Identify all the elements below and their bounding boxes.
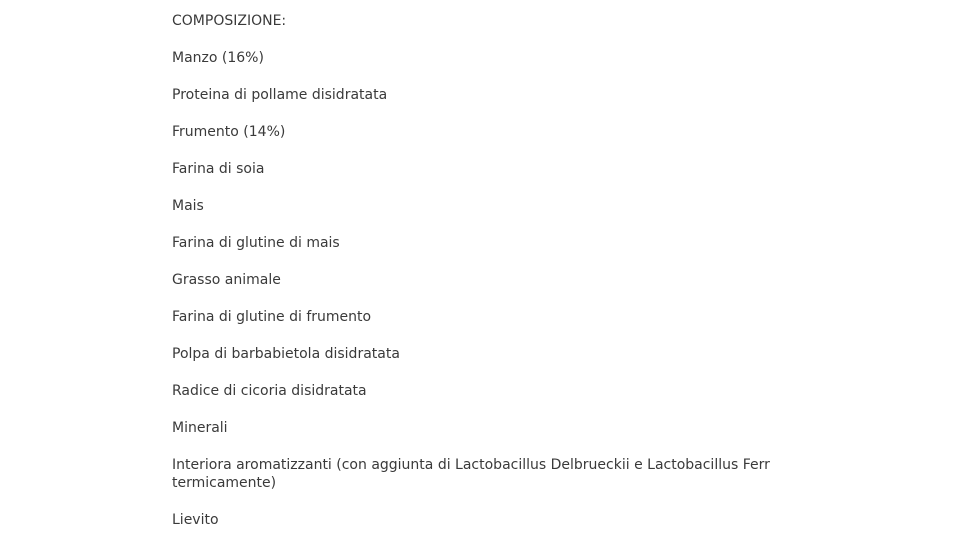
composition-section bbox=[172, 12, 789, 548]
ingredient-item-wrapped bbox=[172, 456, 789, 492]
ingredient-item: Frumento (14%) bbox=[172, 124, 286, 140]
ingredient-item: Polpa di barbabietola disidratata bbox=[172, 346, 400, 362]
ingredient-line-1: Interiora aromatizzanti (con aggiunta di Lactobacillus Delbrueckii e Lactobacillus Ferr bbox=[172, 457, 770, 473]
ingredient-item-last: Lievito bbox=[172, 512, 219, 528]
ingredient-item: Manzo (16%) bbox=[172, 50, 264, 66]
composition-heading: COMPOSIZIONE: bbox=[172, 13, 287, 29]
ingredient-line-2: termicamente) bbox=[172, 475, 277, 491]
ingredient-item: Mais bbox=[172, 198, 204, 214]
ingredient-item: Grasso animale bbox=[172, 272, 281, 288]
ingredient-list bbox=[172, 49, 789, 529]
ingredient-item: Minerali bbox=[172, 420, 228, 436]
ingredient-item: Radice di cicoria disidratata bbox=[172, 383, 367, 399]
ingredient-item: Farina di glutine di mais bbox=[172, 235, 340, 251]
ingredient-item: Proteina di pollame disidratata bbox=[172, 87, 388, 103]
ingredient-item: Farina di soia bbox=[172, 161, 265, 177]
ingredient-item: Farina di glutine di frumento bbox=[172, 309, 372, 325]
